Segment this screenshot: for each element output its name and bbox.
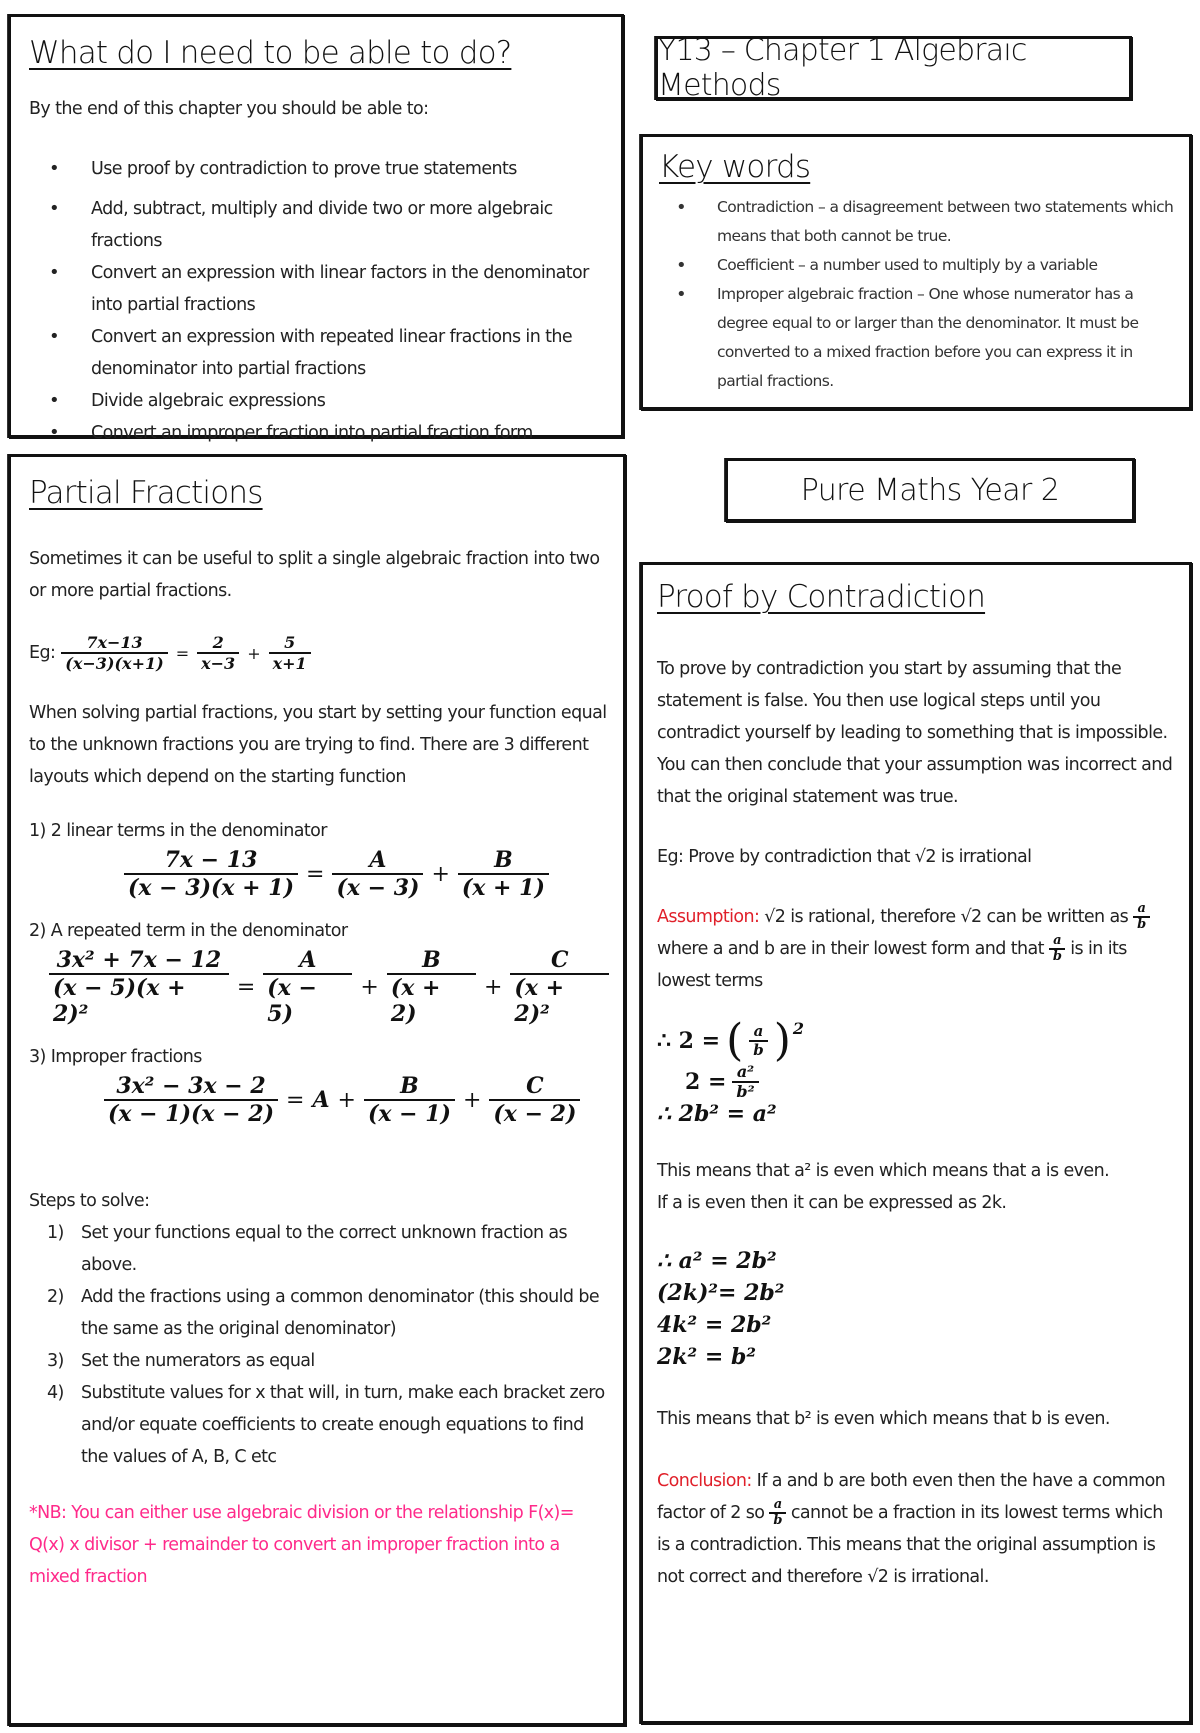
fraction: $\frac{\text{3x² + 7x − 12}}{\text{(x − 5)(x + 2)²}}$	[49, 947, 229, 1027]
fraction: $\frac{a}{b}$	[749, 1023, 768, 1059]
key-words-heading: Key words	[659, 149, 811, 185]
proof-box	[640, 562, 1192, 1724]
list-item: • Divide algebraic expressions	[29, 385, 607, 417]
equation: 2k² = b²	[657, 1344, 756, 1370]
partial-fractions-box	[8, 454, 626, 1726]
fraction: $\frac{7x-13}{(x-3)(x+1)}$	[61, 633, 167, 673]
objectives-list	[29, 153, 607, 449]
fraction: $\frac{A}{(x - 5)}$	[263, 947, 352, 1027]
learning-objectives-box	[8, 14, 624, 443]
list-item: • Improper algebraic fraction – One whose numerator has a degree equal to or larger than the denominator. It must be converted to a mixed fraction before you can express it in partial fractions.	[659, 280, 1175, 396]
list-item: • Convert an expression with linear factors in the denominator into partial fractions	[29, 257, 607, 321]
fraction: $\frac{a}{b}$	[769, 1498, 786, 1528]
fraction: $\frac{B}{(x + 2)}$	[387, 947, 476, 1027]
fraction: $\frac{\text{a²}}{\text{b²}}$	[732, 1063, 758, 1101]
equation: ∴ 2b² = a²	[657, 1101, 777, 1127]
objectives-heading: What do I need to be able to do?	[29, 35, 512, 71]
steps-list	[29, 1217, 609, 1473]
fraction: $\frac{B}{(x - 1)}$	[364, 1073, 455, 1127]
proof-intro: To prove by contradiction you start by assuming that the statement is false. You then use logical steps until you contradict yourself by leading to something that is impossible. You can then conclude that your assumption was incorrect and that the original statement was true.	[657, 659, 1173, 807]
case2-label: 2) A repeated term in the denominator	[29, 921, 348, 941]
assumption-label: Assumption:	[657, 907, 760, 927]
conclusion-label: Conclusion:	[657, 1471, 752, 1491]
partial-intro: Sometimes it can be useful to split a single algebraic fraction into two or more partial fractions.	[29, 549, 600, 601]
objectives-intro: By the end of this chapter you should be able to:	[29, 99, 429, 119]
eg-label: Eg:	[29, 643, 56, 663]
list-item: • Convert an improper fraction into partial fraction form	[29, 417, 607, 449]
proof-mid-1: This means that a² is even which means that a is even.	[657, 1161, 1110, 1181]
fraction: $\frac{a}{b}$	[1049, 934, 1066, 964]
fraction: $\frac{2}{x-3}$	[197, 633, 239, 673]
equation: 4k² = 2b²	[657, 1312, 772, 1338]
partial-fractions-heading: Partial Fractions	[29, 475, 263, 511]
fraction: $\frac{a}{b}$	[1133, 902, 1150, 932]
fraction: $\frac{5}{x+1}$	[269, 633, 311, 673]
fraction: $\frac{B}{(x + 1)}$	[458, 847, 549, 901]
key-words-box	[640, 134, 1192, 410]
list-item: • Convert an expression with repeated linear fractions in the denominator into partial fractions	[29, 321, 607, 385]
fraction: $\frac{7x - 13}{(x - 3)(x + 1)}$	[124, 847, 298, 901]
page-title: Y13 – Chapter 1 Algebraic Methods	[658, 33, 1027, 103]
list-item: 4) Substitute values for x that will, in turn, make each bracket zero and/or equate coefficients to create enough equations to find the values of A, B, C etc	[47, 1383, 605, 1467]
case1-equation: $\frac{7x - 13}{(x - 3)(x + 1)}$ = $\frac{A}{(x - 3)}$ + $\frac{B}{(x + 1)}$	[124, 847, 609, 901]
list-item: • Contradiction – a disagreement between two statements which means that both cannot be true.	[659, 193, 1175, 251]
list-item: • Add, subtract, multiply and divide two or more algebraic fractions	[29, 193, 607, 257]
nb-note: *NB: You can either use algebraic division or the relationship F(x)= Q(x) x divisor + remainder to convert an improper fraction into a mixed fraction	[29, 1503, 574, 1587]
equation: ∴ a² = 2b²	[657, 1248, 777, 1274]
partial-method-text: When solving partial fractions, you start by setting your function equal to the unknown fractions you are trying to find. There are 3 different layouts which depend on the starting function	[29, 703, 607, 787]
proof-working-1: ∴ 2 = ( $\frac{a}{b}$ ) $^2$ 2 = $\frac{\text{a²}}{\text{b²}}$ ∴ 2b² = a²	[657, 1019, 1179, 1127]
equation: (2k)²= 2b²	[657, 1280, 785, 1306]
fraction: $\frac{C}{\text{(x + 2)²}}$	[510, 947, 609, 1027]
fraction: $\frac{\text{3x² − 3x − 2}}{(x - 1)(x - 2)}$	[104, 1073, 278, 1127]
subtitle-box	[725, 458, 1135, 522]
list-item: 1) Set your functions equal to the correct unknown fraction as above.	[47, 1223, 568, 1275]
fraction: $\frac{C}{(x - 2)}$	[489, 1073, 580, 1127]
case3-label: 3) Improper fractions	[29, 1047, 202, 1067]
key-words-list	[659, 193, 1175, 396]
list-item: 2) Add the fractions using a common denominator (this should be the same as the original denominator)	[47, 1287, 599, 1339]
list-item: • Coefficient – a number used to multiply by a variable	[659, 251, 1175, 280]
proof-mid-2: If a is even then it can be expressed as 2k.	[657, 1193, 1007, 1213]
proof-example: Eg: Prove by contradiction that √2 is irrational	[657, 847, 1032, 867]
steps-label: Steps to solve:	[29, 1191, 150, 1211]
proof-mid-3: This means that b² is even which means that b is even.	[657, 1409, 1110, 1429]
conclusion-text: Conclusion: If a and b are both even then the have a common factor of 2 so $\frac{a}{b}$ cannot be a fraction in its lowest terms which is a contradiction. This means that the original assumption is not correct and therefore √2 is irrational.	[657, 1471, 1166, 1587]
subtitle: Pure Maths Year 2	[800, 472, 1060, 508]
fraction: $\frac{A}{(x - 3)}$	[332, 847, 423, 901]
assumption-text: Assumption: √2 is rational, therefore √2 can be written as $\frac{a}{b}$ where a and b are in their lowest form and that $\frac{a}{b}$ is in its lowest terms	[657, 901, 1179, 997]
list-item: 3) Set the numerators as equal	[47, 1351, 315, 1371]
list-item: • Use proof by contradiction to prove true statements	[29, 153, 607, 185]
case3-equation: $\frac{\text{3x² − 3x − 2}}{(x - 1)(x - 2)}$ = A + $\frac{B}{(x - 1)}$ + $\frac{C}{(x - 2)}$	[104, 1073, 609, 1127]
proof-working-2	[657, 1245, 1179, 1373]
page-title-box	[655, 33, 1132, 103]
case1-label: 1) 2 linear terms in the denominator	[29, 821, 327, 841]
example-equation: Eg: $\frac{7x-13}{(x-3)(x+1)}$ = $\frac{2}{x-3}$ + $\frac{5}{x+1}$	[29, 633, 609, 673]
proof-heading: Proof by Contradiction	[657, 579, 986, 615]
case2-equation: $\frac{\text{3x² + 7x − 12}}{\text{(x − 5)(x + 2)²}}$ = $\frac{A}{(x - 5)}$ + $\frac{B}{(x + 2)}$ + $\frac{C}{\text{(x + 2)²}}$	[49, 947, 609, 1027]
